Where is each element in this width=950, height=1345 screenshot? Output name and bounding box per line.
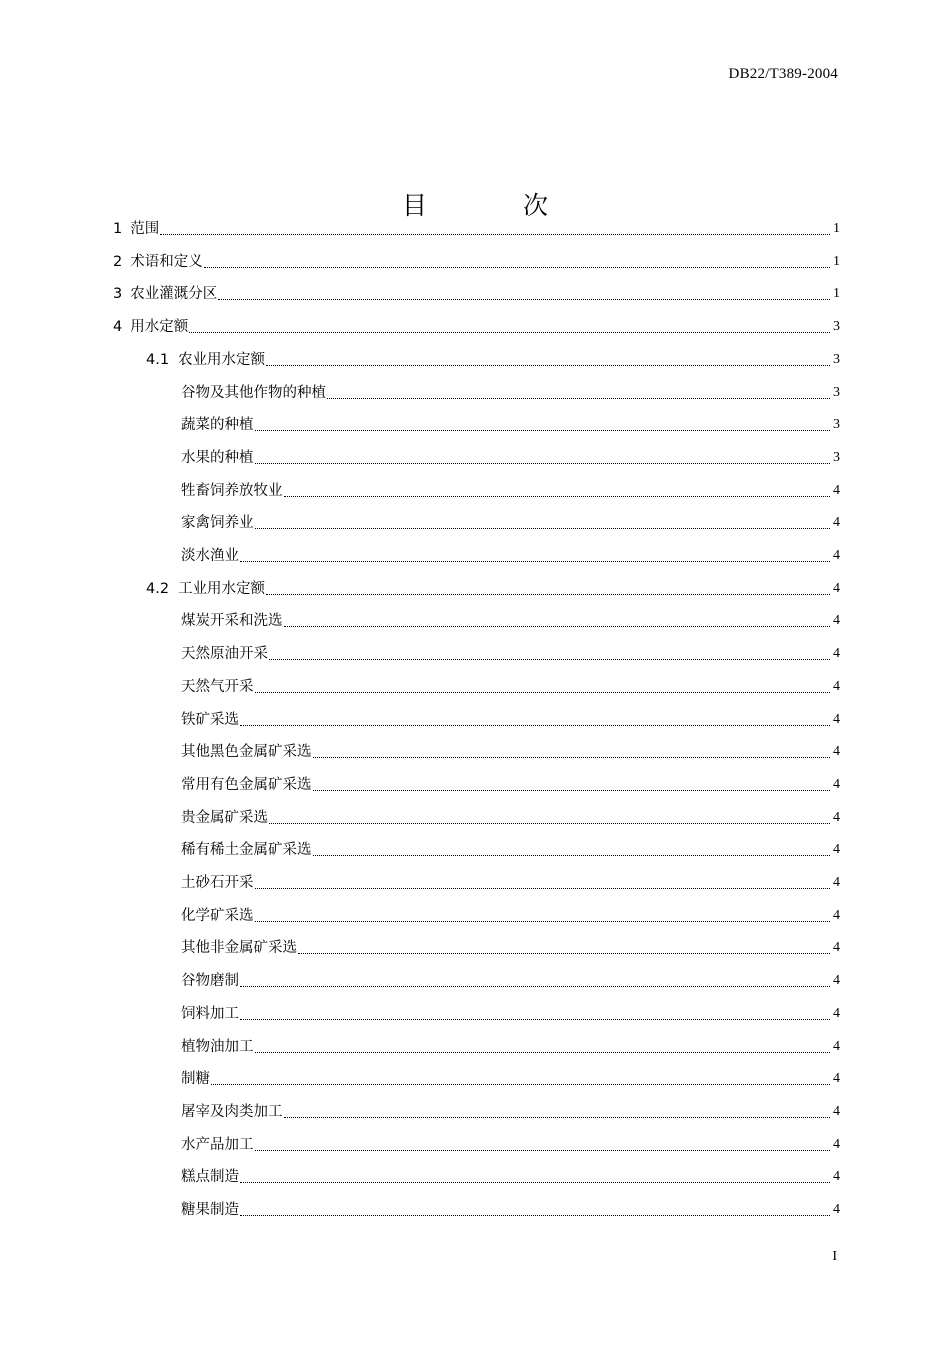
dot-leader: [284, 1117, 831, 1118]
dot-leader: [240, 1215, 830, 1216]
toc-entry[interactable]: [181, 902, 840, 926]
toc-entry-page: 4: [833, 842, 840, 858]
toc-entry-page: 3: [833, 351, 840, 367]
toc-entry-label: 土砂石开采: [181, 875, 254, 891]
toc-entry-label: 化学矿采选: [181, 907, 254, 924]
toc-entry-page: 4: [833, 515, 840, 531]
toc-entry-page: 4: [833, 1202, 840, 1217]
toc-entry-page: 4: [833, 744, 840, 760]
dot-leader: [298, 953, 830, 954]
toc-entry[interactable]: [181, 607, 840, 631]
toc-entry-page: 4: [833, 1038, 840, 1054]
toc-entry-label: 家禽饲养业: [181, 515, 254, 532]
toc-entry[interactable]: [181, 869, 840, 893]
dot-leader: [313, 855, 831, 856]
toc-entry-label: 天然原油开采: [181, 646, 268, 663]
toc-entry[interactable]: [181, 477, 840, 501]
dot-leader: [284, 496, 831, 497]
toc-entry[interactable]: [181, 1065, 840, 1089]
toc-entry-page: 4: [833, 711, 840, 727]
toc-entry-page: 4: [833, 973, 840, 989]
dot-leader: [255, 430, 831, 431]
toc-entry[interactable]: [181, 804, 840, 828]
toc-entry-label: 用水定额: [130, 319, 189, 336]
toc-entry-number: 1: [113, 221, 123, 237]
dot-leader: [240, 986, 830, 987]
toc-entry[interactable]: [181, 934, 840, 958]
toc-entry-label: 其他黑色金属矿采选: [181, 744, 312, 761]
page-number: I: [832, 1249, 837, 1264]
toc-entry-page: 4: [833, 580, 840, 596]
toc-entry-page: 4: [833, 1005, 840, 1021]
dot-leader: [313, 757, 831, 758]
toc-entry-page: 4: [833, 907, 840, 923]
dot-leader: [240, 561, 830, 562]
toc-entry[interactable]: [181, 1131, 840, 1155]
toc-entry-page: 4: [833, 809, 840, 825]
toc-entry-label: 谷物磨制: [181, 973, 239, 990]
toc-entry-page: 4: [833, 548, 840, 563]
toc-entry[interactable]: [113, 313, 840, 337]
dot-leader: [284, 626, 831, 627]
toc-entry[interactable]: [181, 738, 840, 762]
toc-entry-page: 1: [833, 221, 840, 236]
toc-entry-label: 工业用水定额: [178, 580, 266, 597]
toc-entry[interactable]: [181, 1033, 840, 1057]
toc-entry[interactable]: [181, 706, 840, 730]
dot-leader: [266, 594, 830, 595]
toc-entry[interactable]: [181, 1196, 840, 1220]
toc-entry-label: 煤炭开采和洗选: [181, 613, 283, 630]
dot-leader: [240, 725, 830, 726]
toc-entry-page: 4: [833, 678, 840, 694]
dot-leader: [211, 1084, 830, 1085]
toc-entry-label: 范围: [130, 221, 160, 237]
toc-entry-page: 1: [833, 253, 840, 269]
toc-entry-page: 4: [833, 613, 840, 629]
toc-entry-label: 水产品加工: [181, 1136, 254, 1153]
toc-entry[interactable]: [181, 836, 840, 860]
dot-leader: [255, 692, 831, 693]
dot-leader: [269, 823, 830, 824]
toc-entry-page: 3: [833, 417, 840, 433]
toc-entry-page: 4: [833, 1071, 840, 1087]
toc-entry-page: 4: [833, 940, 840, 956]
toc-entry[interactable]: [181, 1098, 840, 1122]
toc-entry[interactable]: [181, 542, 840, 566]
toc-entry[interactable]: [181, 967, 840, 991]
toc-entry[interactable]: [181, 771, 840, 795]
dot-leader: [204, 267, 830, 268]
toc-entry[interactable]: [181, 379, 840, 403]
toc-entry-page: 4: [833, 1169, 840, 1185]
toc-entry-label: 制糖: [181, 1071, 210, 1088]
toc-entry[interactable]: [113, 215, 840, 239]
toc-entry[interactable]: [181, 444, 840, 468]
dot-leader: [255, 921, 831, 922]
toc-entry[interactable]: [181, 1163, 840, 1187]
toc-entry-number: 4: [113, 319, 123, 336]
toc-entry[interactable]: [181, 640, 840, 664]
dot-leader: [240, 1019, 830, 1020]
toc-entry-page: 3: [833, 449, 840, 465]
toc-entry-page: 4: [833, 646, 840, 662]
toc-entry-number: 2: [113, 253, 123, 270]
page-title: 目 次: [402, 191, 592, 220]
dot-leader: [313, 790, 831, 791]
dot-leader: [218, 299, 830, 300]
dot-leader: [240, 1182, 830, 1183]
toc-entry-number: 4.1: [146, 351, 170, 368]
toc-entry[interactable]: [146, 346, 840, 370]
toc-entry-label: 农业灌溉分区: [130, 286, 218, 303]
toc-entry-number: 4.2: [146, 580, 170, 597]
toc-entry[interactable]: [181, 1000, 840, 1024]
toc-entry[interactable]: [181, 673, 840, 697]
toc-entry-page: 3: [833, 384, 840, 400]
dot-leader: [160, 234, 830, 235]
toc-entry[interactable]: [181, 411, 840, 435]
toc-entry-label: 屠宰及肉类加工: [181, 1103, 283, 1120]
toc-entry[interactable]: [146, 575, 840, 599]
dot-leader: [255, 463, 831, 464]
toc-entry[interactable]: [181, 509, 840, 533]
toc-entry-label: 糖果制造: [181, 1202, 239, 1218]
dot-leader: [255, 888, 831, 889]
dot-leader: [189, 332, 830, 333]
dot-leader: [255, 1150, 831, 1151]
dot-leader: [269, 659, 830, 660]
toc-entry-label: 糕点制造: [181, 1169, 239, 1186]
toc-entry[interactable]: [113, 248, 840, 272]
toc-entry-page: 1: [833, 286, 840, 302]
toc-entry-label: 天然气开采: [181, 678, 254, 695]
toc-entry-page: 4: [833, 482, 840, 498]
toc-entry-label: 稀有稀土金属矿采选: [181, 842, 312, 859]
toc-entry-label: 饲料加工: [181, 1005, 239, 1022]
dot-leader: [266, 365, 830, 366]
document-code: DB22/T389-2004: [728, 66, 838, 82]
toc-entry-label: 牲畜饲养放牧业: [181, 482, 283, 499]
toc-entry-number: 3: [113, 286, 123, 303]
toc-entry-label: 常用有色金属矿采选: [181, 776, 312, 793]
dot-leader: [255, 1052, 831, 1053]
toc-entry-page: 4: [833, 875, 840, 890]
toc-entry-label: 水果的种植: [181, 449, 254, 466]
toc-entry-page: 3: [833, 319, 840, 335]
toc-entry-label: 淡水渔业: [181, 548, 239, 564]
toc-entry-label: 其他非金属矿采选: [181, 940, 297, 957]
toc-entry-label: 农业用水定额: [178, 351, 266, 368]
toc-entry-label: 铁矿采选: [181, 711, 239, 728]
toc-entry-label: 植物油加工: [181, 1038, 254, 1055]
dot-leader: [255, 528, 831, 529]
toc-entry-label: 贵金属矿采选: [181, 809, 268, 826]
toc-entry-label: 蔬菜的种植: [181, 417, 254, 434]
toc-entry[interactable]: [113, 280, 840, 304]
toc-entry-label: 术语和定义: [130, 253, 203, 270]
dot-leader: [327, 398, 830, 399]
toc-entry-page: 4: [833, 776, 840, 792]
toc-entry-page: 4: [833, 1103, 840, 1119]
toc-entry-label: 谷物及其他作物的种植: [181, 384, 326, 401]
toc-entry-page: 4: [833, 1136, 840, 1152]
